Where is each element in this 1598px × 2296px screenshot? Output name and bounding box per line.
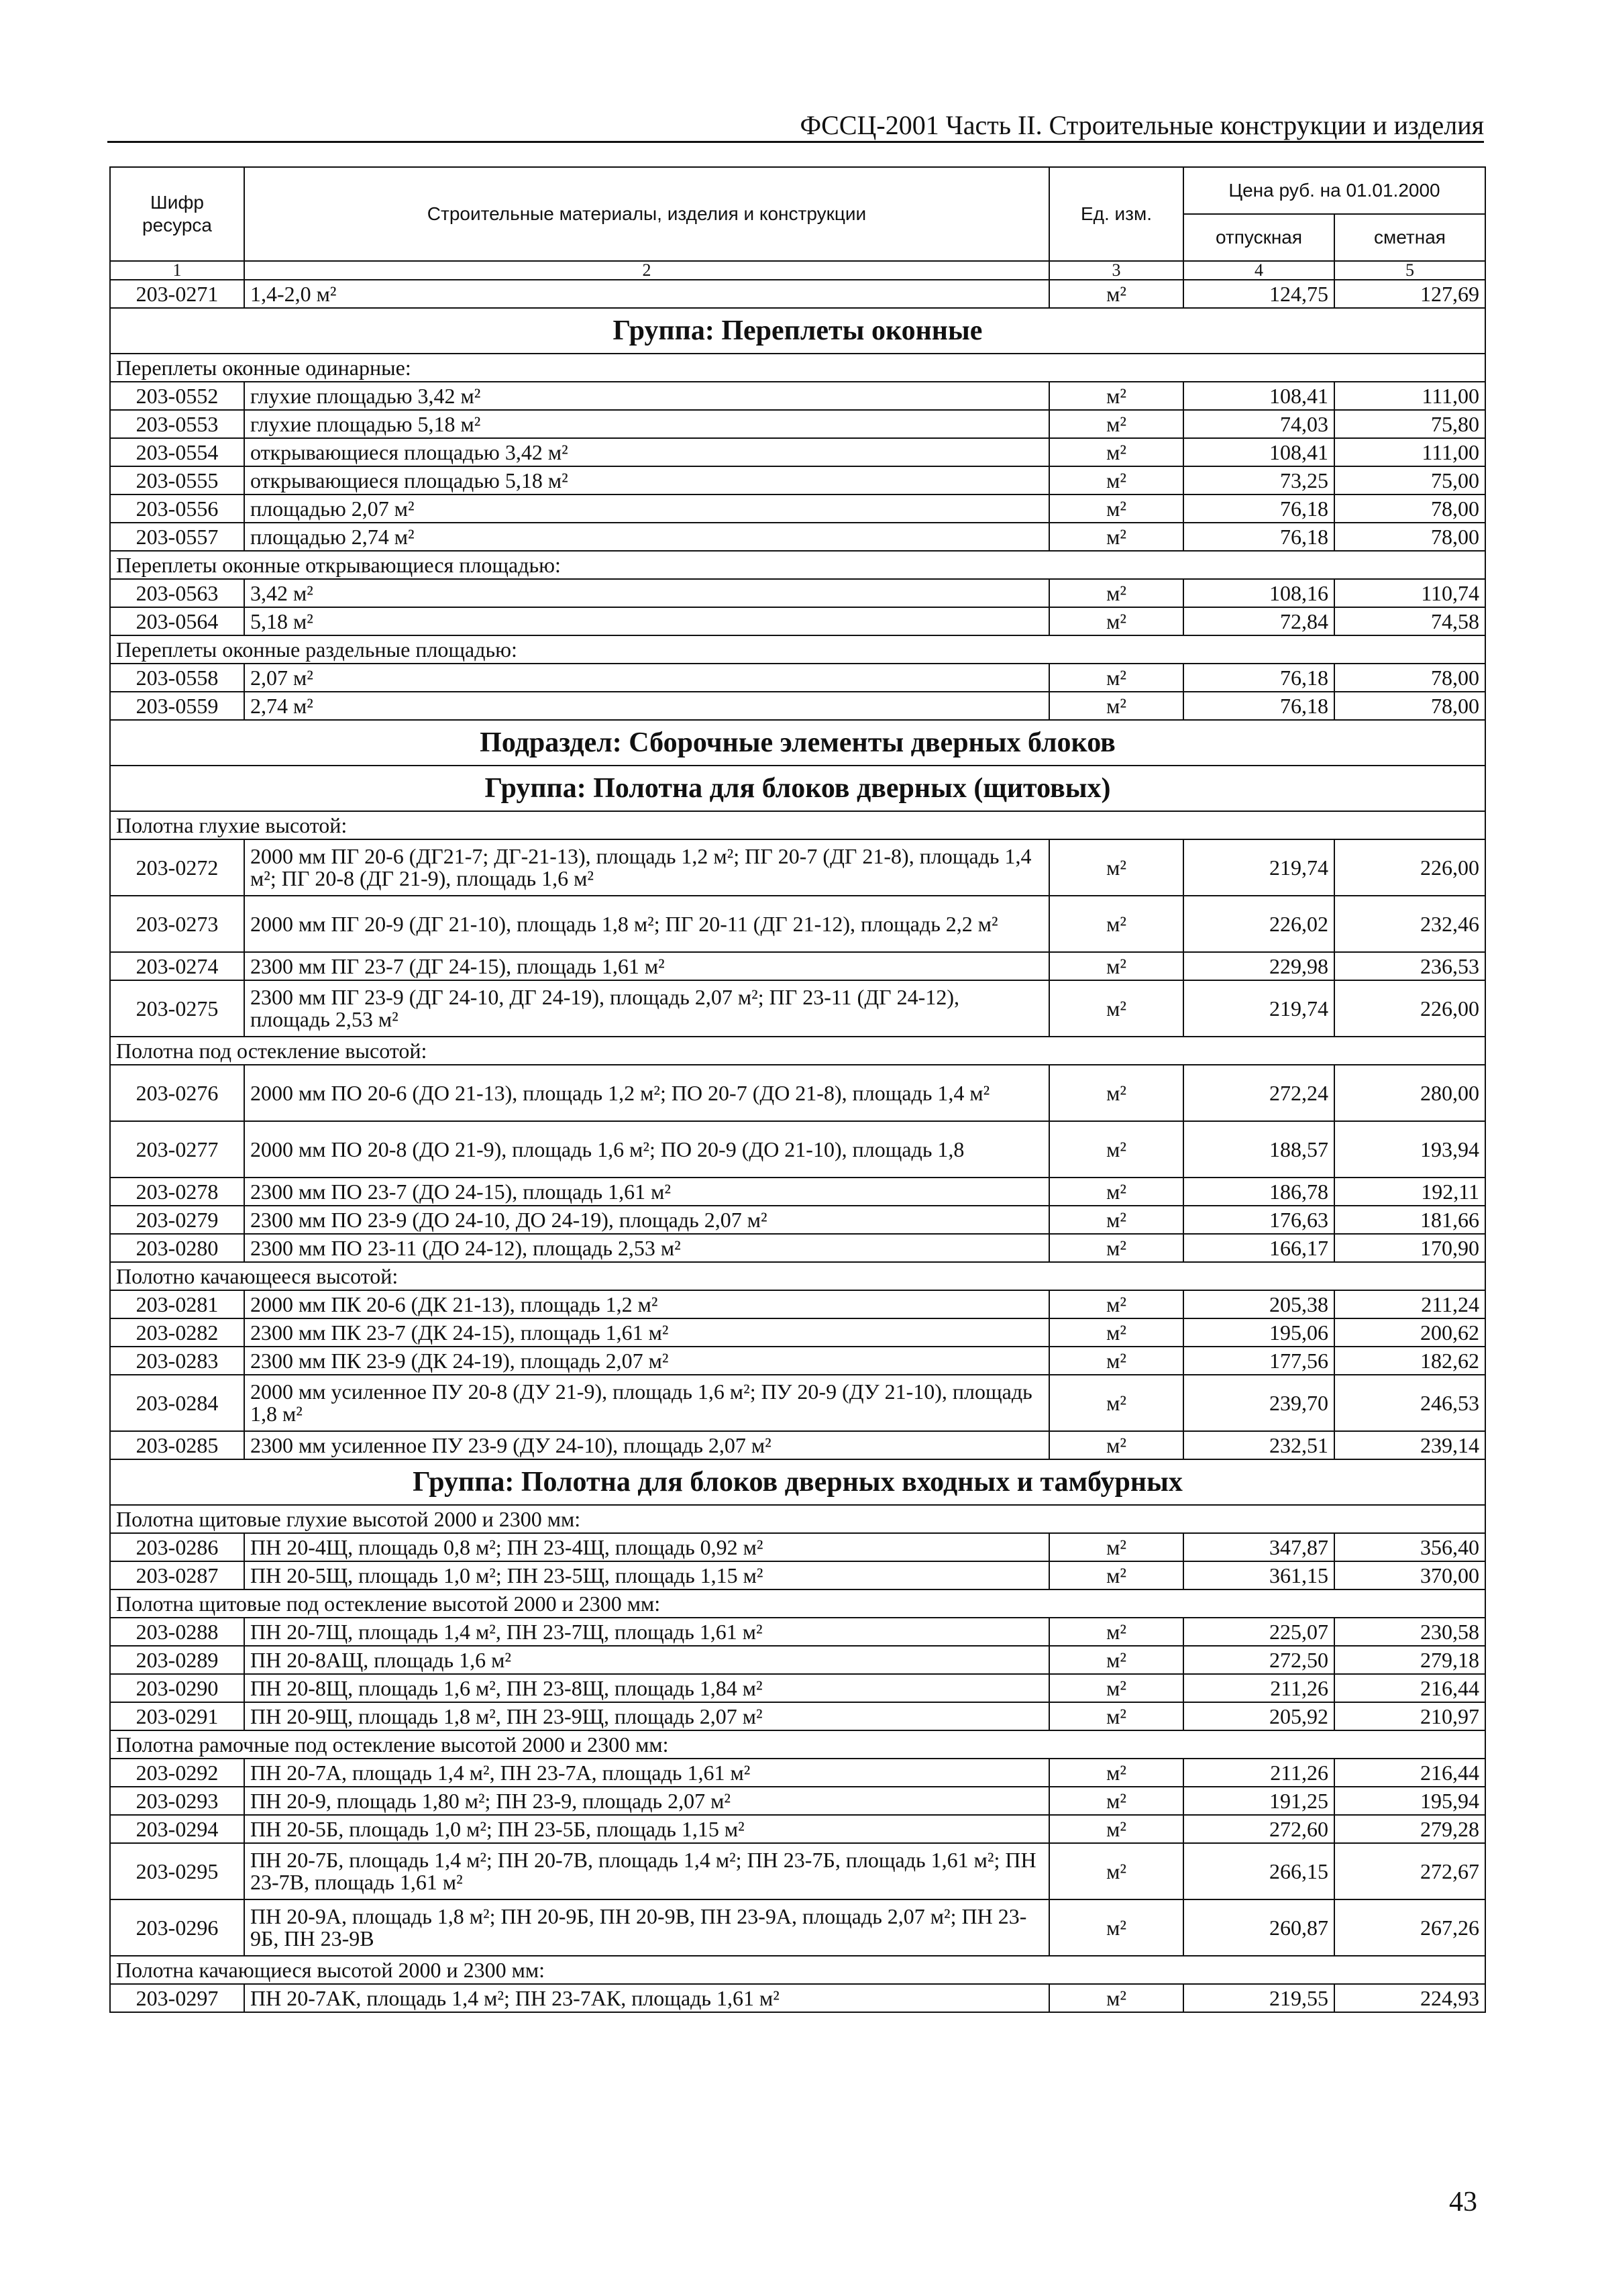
unit: м² [1049,664,1183,692]
resource-code: 203-0289 [110,1646,244,1674]
resource-code: 203-0292 [110,1759,244,1787]
table-row [110,1759,1485,1787]
unit: м² [1049,466,1183,494]
estimate-price: 230,58 [1334,1618,1485,1646]
estimate-price: 216,44 [1334,1759,1485,1787]
estimate-price: 75,00 [1334,466,1485,494]
release-price: 195,06 [1183,1318,1334,1347]
table-row [110,1702,1485,1730]
table-row [110,839,1485,896]
release-price: 72,84 [1183,607,1334,635]
resource-code: 203-0558 [110,664,244,692]
estimate-price: 210,97 [1334,1702,1485,1730]
page-number: 43 [1449,2187,1477,2217]
unit: м² [1049,1702,1183,1730]
estimate-price: 78,00 [1334,692,1485,720]
estimate-price: 200,62 [1334,1318,1485,1347]
item-description: ПН 20-9А, площадь 1,8 м²; ПН 20-9Б, ПН 20-9В, ПН 23-9А, площадь 2,07 м²; ПН 23-9Б, ПН 23-9В [244,1899,1049,1956]
column-number: 1 [110,261,244,280]
item-description: ПН 20-9, площадь 1,80 м²; ПН 23-9, площадь 2,07 м² [244,1787,1049,1815]
column-number: 5 [1334,261,1485,280]
unit: м² [1049,952,1183,980]
release-price: 76,18 [1183,664,1334,692]
estimate-price: 232,46 [1334,896,1485,952]
estimate-price: 111,00 [1334,438,1485,466]
item-description: глухие площадью 5,18 м² [244,410,1049,438]
table-row [110,952,1485,980]
item-description: 2000 мм усиленное ПУ 20-8 (ДУ 21-9), площадь 1,6 м²; ПУ 20-9 (ДУ 21-10), площадь 1,8 м² [244,1375,1049,1431]
header-estimate-price: сметная [1334,214,1485,261]
estimate-price: 170,90 [1334,1234,1485,1262]
release-price: 266,15 [1183,1843,1334,1899]
unit: м² [1049,1347,1183,1375]
resource-code: 203-0280 [110,1234,244,1262]
release-price: 219,74 [1183,980,1334,1037]
subgroup-label: Переплеты оконные раздельные площадью: [110,635,1485,664]
release-price: 260,87 [1183,1899,1334,1956]
unit: м² [1049,1674,1183,1702]
estimate-price: 182,62 [1334,1347,1485,1375]
estimate-price: 356,40 [1334,1533,1485,1561]
release-price: 272,60 [1183,1815,1334,1843]
release-price: 188,57 [1183,1121,1334,1178]
unit: м² [1049,1065,1183,1121]
table-row [110,1347,1485,1375]
subgroup-label-row [110,551,1485,579]
unit: м² [1049,1431,1183,1459]
item-description: 2300 мм ПО 23-11 (ДО 24-12), площадь 2,53 м² [244,1234,1049,1262]
release-price: 108,41 [1183,438,1334,466]
resource-code: 203-0293 [110,1787,244,1815]
item-description: 2300 мм ПО 23-7 (ДО 24-15), площадь 1,61 м² [244,1178,1049,1206]
release-price: 229,98 [1183,952,1334,980]
table-row [110,1121,1485,1178]
estimate-price: 272,67 [1334,1843,1485,1899]
estimate-price: 78,00 [1334,494,1485,523]
resource-code: 203-0552 [110,382,244,410]
resource-code: 203-0276 [110,1065,244,1121]
table-row [110,1065,1485,1121]
estimate-price: 236,53 [1334,952,1485,980]
table-row [110,1984,1485,2012]
estimate-price: 279,28 [1334,1815,1485,1843]
estimate-price: 226,00 [1334,980,1485,1037]
resource-code: 203-0290 [110,1674,244,1702]
estimate-price: 370,00 [1334,1561,1485,1589]
estimate-price: 280,00 [1334,1065,1485,1121]
release-price: 347,87 [1183,1533,1334,1561]
subgroup-label-row [110,1037,1485,1065]
resource-code: 203-0281 [110,1290,244,1318]
subgroup-label: Полотна под остекление высотой: [110,1037,1485,1065]
resource-code: 203-0296 [110,1899,244,1956]
resource-code: 203-0272 [110,839,244,896]
subgroup-label: Переплеты оконные одинарные: [110,354,1485,382]
resource-code: 203-0273 [110,896,244,952]
unit: м² [1049,280,1183,308]
unit: м² [1049,607,1183,635]
unit: м² [1049,410,1183,438]
resource-code: 203-0278 [110,1178,244,1206]
table-row [110,1787,1485,1815]
estimate-price: 181,66 [1334,1206,1485,1234]
item-description: ПН 20-9Щ, площадь 1,8 м², ПН 23-9Щ, площадь 2,07 м² [244,1702,1049,1730]
resource-code: 203-0291 [110,1702,244,1730]
price-table [109,166,1486,2013]
resource-code: 203-0274 [110,952,244,980]
release-price: 219,55 [1183,1984,1334,2012]
release-price: 226,02 [1183,896,1334,952]
resource-code: 203-0557 [110,523,244,551]
resource-code: 203-0277 [110,1121,244,1178]
release-price: 361,15 [1183,1561,1334,1589]
column-number: 3 [1049,261,1183,280]
unit: м² [1049,1121,1183,1178]
unit: м² [1049,1290,1183,1318]
release-price: 76,18 [1183,523,1334,551]
estimate-price: 226,00 [1334,839,1485,896]
release-price: 166,17 [1183,1234,1334,1262]
group-heading: Группа: Полотна для блоков дверных входных и тамбурных [110,1459,1485,1505]
table-row [110,1899,1485,1956]
unit: м² [1049,896,1183,952]
header-name: Строительные материалы, изделия и конструкции [244,167,1049,261]
group-heading-row [110,766,1485,811]
release-price: 124,75 [1183,280,1334,308]
item-description: 3,42 м² [244,579,1049,607]
table-row [110,1815,1485,1843]
table-row [110,980,1485,1037]
item-description: 2000 мм ПК 20-6 (ДК 21-13), площадь 1,2 м² [244,1290,1049,1318]
item-description: 2000 мм ПГ 20-6 (ДГ21-7; ДГ-21-13), площадь 1,2 м²; ПГ 20-7 (ДГ 21-8), площадь 1,4 м²; ПГ 20-8 (ДГ 21-9), площадь 1,6 м² [244,839,1049,896]
release-price: 177,56 [1183,1347,1334,1375]
subgroup-label: Полотна рамочные под остекление высотой 2000 и 2300 мм: [110,1730,1485,1759]
subgroup-label-row [110,354,1485,382]
subgroup-label-row [110,1262,1485,1290]
item-description: 2000 мм ПО 20-8 (ДО 21-9), площадь 1,6 м²; ПО 20-9 (ДО 21-10), площадь 1,8 [244,1121,1049,1178]
estimate-price: 111,00 [1334,382,1485,410]
release-price: 272,24 [1183,1065,1334,1121]
resource-code: 203-0275 [110,980,244,1037]
resource-code: 203-0559 [110,692,244,720]
resource-code: 203-0294 [110,1815,244,1843]
unit: м² [1049,438,1183,466]
resource-code: 203-0556 [110,494,244,523]
table-row [110,466,1485,494]
table-row [110,1674,1485,1702]
unit: м² [1049,1815,1183,1843]
table-row [110,1290,1485,1318]
unit: м² [1049,692,1183,720]
estimate-price: 110,74 [1334,579,1485,607]
table-row [110,896,1485,952]
item-description: 2300 мм ПО 23-9 (ДО 24-10, ДО 24-19), площадь 2,07 м² [244,1206,1049,1234]
resource-code: 203-0271 [110,280,244,308]
resource-code: 203-0555 [110,466,244,494]
item-description: 2300 мм усиленное ПУ 23-9 (ДУ 24-10), площадь 2,07 м² [244,1431,1049,1459]
subgroup-label: Полотна щитовые глухие высотой 2000 и 2300 мм: [110,1505,1485,1533]
item-description: открывающиеся площадью 3,42 м² [244,438,1049,466]
unit: м² [1049,1787,1183,1815]
item-description: глухие площадью 3,42 м² [244,382,1049,410]
subgroup-label: Полотно качающееся высотой: [110,1262,1485,1290]
table-row [110,1178,1485,1206]
group-heading-row [110,1459,1485,1505]
running-title: ФССЦ-2001 Часть II. Строительные конструкции и изделия [800,110,1484,140]
release-price: 191,25 [1183,1787,1334,1815]
subgroup-label-row [110,1505,1485,1533]
release-price: 225,07 [1183,1618,1334,1646]
unit: м² [1049,1984,1183,2012]
table-row [110,1843,1485,1899]
resource-code: 203-0563 [110,579,244,607]
subgroup-label: Полотна глухие высотой: [110,811,1485,839]
subgroup-label: Переплеты оконные открывающиеся площадью: [110,551,1485,579]
unit: м² [1049,1318,1183,1347]
release-price: 76,18 [1183,494,1334,523]
table-row [110,1533,1485,1561]
group-heading-row [110,308,1485,354]
item-description: ПН 20-7Б, площадь 1,4 м²; ПН 20-7В, площадь 1,4 м²; ПН 23-7Б, площадь 1,61 м²; ПН 23-7В, площадь 1,61 м² [244,1843,1049,1899]
release-price: 176,63 [1183,1206,1334,1234]
release-price: 73,25 [1183,466,1334,494]
resource-code: 203-0288 [110,1618,244,1646]
estimate-price: 78,00 [1334,523,1485,551]
release-price: 232,51 [1183,1431,1334,1459]
resource-code: 203-0284 [110,1375,244,1431]
unit: м² [1049,494,1183,523]
unit: м² [1049,1646,1183,1674]
unit: м² [1049,980,1183,1037]
unit: м² [1049,839,1183,896]
table-row [110,1561,1485,1589]
subgroup-label-row [110,1589,1485,1618]
table-row [110,1618,1485,1646]
item-description: 5,18 м² [244,607,1049,635]
item-description: площадью 2,07 м² [244,494,1049,523]
column-number: 4 [1183,261,1334,280]
release-price: 76,18 [1183,692,1334,720]
item-description: 2,07 м² [244,664,1049,692]
unit: м² [1049,1178,1183,1206]
unit: м² [1049,1899,1183,1956]
unit: м² [1049,1759,1183,1787]
unit: м² [1049,1375,1183,1431]
subgroup-label-row [110,635,1485,664]
item-description: ПН 20-8Щ, площадь 1,6 м², ПН 23-8Щ, площадь 1,84 м² [244,1674,1049,1702]
table-row [110,382,1485,410]
item-description: 2300 мм ПК 23-9 (ДК 24-19), площадь 2,07 м² [244,1347,1049,1375]
unit: м² [1049,523,1183,551]
release-price: 219,74 [1183,839,1334,896]
resource-code: 203-0564 [110,607,244,635]
header-unit: Ед. изм. [1049,167,1183,261]
estimate-price: 216,44 [1334,1674,1485,1702]
header-code: Шифр ресурса [110,167,244,261]
estimate-price: 75,80 [1334,410,1485,438]
estimate-price: 193,94 [1334,1121,1485,1178]
item-description: 2300 мм ПК 23-7 (ДК 24-15), площадь 1,61 м² [244,1318,1049,1347]
release-price: 211,26 [1183,1759,1334,1787]
resource-code: 203-0287 [110,1561,244,1589]
unit: м² [1049,1234,1183,1262]
release-price: 108,41 [1183,382,1334,410]
item-description: ПН 20-7Щ, площадь 1,4 м², ПН 23-7Щ, площадь 1,61 м² [244,1618,1049,1646]
item-description: ПН 20-5Щ, площадь 1,0 м²; ПН 23-5Щ, площадь 1,15 м² [244,1561,1049,1589]
resource-code: 203-0295 [110,1843,244,1899]
table-row [110,1646,1485,1674]
item-description: 2300 мм ПГ 23-7 (ДГ 24-15), площадь 1,61 м² [244,952,1049,980]
table-row [110,579,1485,607]
unit: м² [1049,1206,1183,1234]
release-price: 239,70 [1183,1375,1334,1431]
estimate-price: 211,24 [1334,1290,1485,1318]
table-row [110,1375,1485,1431]
table-row [110,410,1485,438]
table-row [110,664,1485,692]
subgroup-label: Полотна качающиеся высотой 2000 и 2300 мм: [110,1956,1485,1984]
table-row [110,607,1485,635]
item-description: 1,4-2,0 м² [244,280,1049,308]
estimate-price: 195,94 [1334,1787,1485,1815]
item-description: площадью 2,74 м² [244,523,1049,551]
item-description: 2000 мм ПГ 20-9 (ДГ 21-10), площадь 1,8 м²; ПГ 20-11 (ДГ 21-12), площадь 2,2 м² [244,896,1049,952]
resource-code: 203-0285 [110,1431,244,1459]
unit: м² [1049,1618,1183,1646]
item-description: ПН 20-5Б, площадь 1,0 м²; ПН 23-5Б, площадь 1,15 м² [244,1815,1049,1843]
subgroup-label: Полотна щитовые под остекление высотой 2000 и 2300 мм: [110,1589,1485,1618]
header-rule [107,141,1484,143]
group-heading: Группа: Переплеты оконные [110,308,1485,354]
estimate-price: 78,00 [1334,664,1485,692]
table-row [110,1206,1485,1234]
resource-code: 203-0283 [110,1347,244,1375]
resource-code: 203-0297 [110,1984,244,2012]
table-row [110,494,1485,523]
resource-code: 203-0286 [110,1533,244,1561]
unit: м² [1049,382,1183,410]
item-description: 2000 мм ПО 20-6 (ДО 21-13), площадь 1,2 м²; ПО 20-7 (ДО 21-8), площадь 1,4 м² [244,1065,1049,1121]
item-description: ПН 20-8АЩ, площадь 1,6 м² [244,1646,1049,1674]
unit: м² [1049,1561,1183,1589]
subgroup-label-row [110,1730,1485,1759]
item-description: ПН 20-4Щ, площадь 0,8 м²; ПН 23-4Щ, площадь 0,92 м² [244,1533,1049,1561]
estimate-price: 224,93 [1334,1984,1485,2012]
resource-code: 203-0279 [110,1206,244,1234]
item-description: 2,74 м² [244,692,1049,720]
item-description: ПН 20-7АК, площадь 1,4 м²; ПН 23-7АК, площадь 1,61 м² [244,1984,1049,2012]
group-heading: Подраздел: Сборочные элементы дверных блоков [110,720,1485,766]
estimate-price: 127,69 [1334,280,1485,308]
estimate-price: 267,26 [1334,1899,1485,1956]
resource-code: 203-0553 [110,410,244,438]
group-heading-row [110,720,1485,766]
table-row [110,1234,1485,1262]
estimate-price: 279,18 [1334,1646,1485,1674]
column-number: 2 [244,261,1049,280]
estimate-price: 239,14 [1334,1431,1485,1459]
table-row [110,692,1485,720]
table-row [110,1431,1485,1459]
estimate-price: 192,11 [1334,1178,1485,1206]
item-description: 2300 мм ПГ 23-9 (ДГ 24-10, ДГ 24-19), площадь 2,07 м²; ПГ 23-11 (ДГ 24-12), площадь 2,53 м² [244,980,1049,1037]
resource-code: 203-0282 [110,1318,244,1347]
release-price: 272,50 [1183,1646,1334,1674]
table-row [110,280,1485,308]
header-release-price: отпускная [1183,214,1334,261]
table-row [110,523,1485,551]
subgroup-label-row [110,1956,1485,1984]
table-row [110,1318,1485,1347]
release-price: 108,16 [1183,579,1334,607]
estimate-price: 246,53 [1334,1375,1485,1431]
table-row [110,438,1485,466]
unit: м² [1049,579,1183,607]
release-price: 205,92 [1183,1702,1334,1730]
item-description: открывающиеся площадью 5,18 м² [244,466,1049,494]
release-price: 211,26 [1183,1674,1334,1702]
item-description: ПН 20-7А, площадь 1,4 м², ПН 23-7А, площадь 1,61 м² [244,1759,1049,1787]
unit: м² [1049,1843,1183,1899]
estimate-price: 74,58 [1334,607,1485,635]
group-heading: Группа: Полотна для блоков дверных (щитовых) [110,766,1485,811]
release-price: 205,38 [1183,1290,1334,1318]
header-price: Цена руб. на 01.01.2000 [1183,167,1485,214]
release-price: 186,78 [1183,1178,1334,1206]
resource-code: 203-0554 [110,438,244,466]
unit: м² [1049,1533,1183,1561]
release-price: 74,03 [1183,410,1334,438]
subgroup-label-row [110,811,1485,839]
